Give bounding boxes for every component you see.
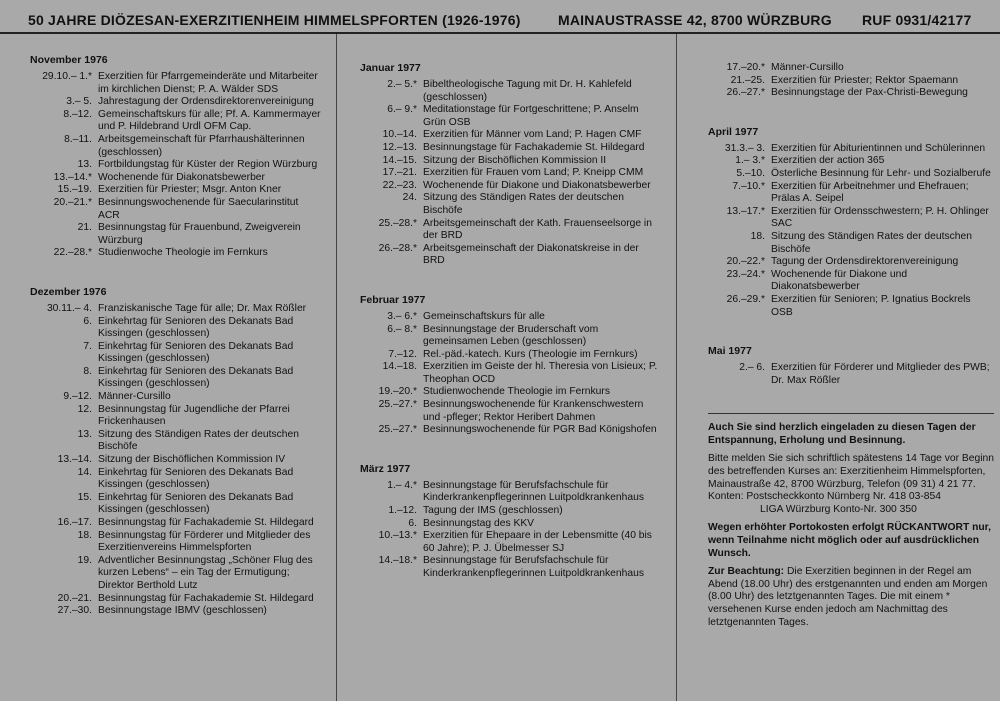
- entry-date: 6.: [83, 315, 92, 327]
- header-rule: [0, 32, 1000, 34]
- entry-text: Gemeinschaftskurs für alle: [423, 310, 545, 322]
- schedule-entry: [30, 517, 322, 530]
- entry-text: Meditationstage für Fortgeschrittene; P. Anselm Grün OSB: [423, 104, 639, 128]
- entry-date: 13.: [77, 428, 92, 440]
- entry-date: 25.–28.*: [378, 217, 417, 229]
- month-block: [30, 54, 322, 260]
- schedule-entry: [360, 243, 660, 268]
- schedule-entry: [30, 197, 322, 222]
- schedule-entry: [708, 181, 994, 206]
- beachtung-note: [708, 566, 994, 629]
- entry-text: Einkehrtag für Senioren des Dekanats Bad Kissingen (geschlossen): [98, 315, 294, 340]
- entry-date: 13.–14.: [57, 454, 92, 466]
- entry-text: Besinnungstage IBMV (geschlossen): [98, 605, 267, 617]
- konten-line: Konten: Postscheckkonto Nürnberg Nr. 418 03-854: [708, 491, 941, 503]
- schedule-entry: [360, 167, 660, 180]
- schedule-entry: [360, 518, 660, 531]
- schedule-entry: [30, 454, 322, 467]
- entry-date: 2.– 6.: [739, 362, 765, 374]
- month-heading: Dezember 1976: [30, 285, 107, 298]
- entry-date: 7.–10.*: [732, 180, 765, 192]
- entry-text: Besinnungstag für Förderer und Mitglieder des Exerzitienvereins Himmelspforten: [98, 529, 311, 554]
- entry-date: 10.–13.*: [378, 530, 417, 542]
- entry-date: 15.: [77, 491, 92, 503]
- entry-text: Exerzitien für Priester; Msgr. Anton Kner: [98, 184, 282, 196]
- entry-date: 24.: [402, 192, 417, 204]
- header-phone: RUF 0931/42177: [862, 12, 972, 28]
- schedule-entry: [708, 231, 994, 256]
- entry-text: Arbeitsgemeinschaft der Diakonatskreise in der BRD: [423, 242, 639, 267]
- entry-text: Einkehrtag für Senioren des Dekanats Bad Kissingen (geschlossen): [98, 340, 294, 365]
- entry-date: 16.–17.: [57, 517, 92, 528]
- entry-text: Sitzung des Ständigen Rates der deutschen Bischöfe: [423, 192, 624, 216]
- entry-date: 30.11.– 4.: [46, 302, 92, 314]
- schedule-entry: [30, 159, 322, 172]
- entry-text: Besinnungstag für Frauenbund, Zweigverein Würzburg: [98, 222, 301, 246]
- schedule-entry: [360, 324, 660, 349]
- schedule-entry: [30, 467, 322, 492]
- month-block: [708, 345, 994, 387]
- entry-text: Exerzitien für Senioren; P. Ignatius Bockrels OSB: [771, 293, 971, 318]
- entry-date: 17.–21.: [382, 167, 417, 179]
- entry-text: Exerzitien für Männer vom Land; P. Hagen CMF: [423, 129, 642, 141]
- entry-text: Einkehrtag für Senioren des Dekanats Bad Kissingen (geschlossen): [98, 365, 294, 390]
- schedule-entry: [360, 424, 660, 437]
- schedule-entry: [708, 168, 994, 181]
- month-block: [360, 62, 660, 268]
- schedule-column-3: [708, 62, 994, 635]
- schedule-entry: [708, 206, 994, 231]
- schedule-entry: [708, 87, 994, 100]
- entry-text: Exerzitien für Priester; Rektor Spaemann: [771, 74, 959, 86]
- month-heading: März 1977: [360, 462, 411, 475]
- schedule-entry: [360, 104, 660, 129]
- entry-date: 7.–12.: [388, 348, 417, 360]
- entry-text: Besinnungswochenende für Krankenschwestern und -pfleger; Rektor Heribert Dahmen: [423, 399, 644, 423]
- entry-text: Besinnungstage der Pax-Christi-Bewegung: [771, 87, 968, 99]
- entry-text: Männer-Cursillo: [98, 391, 171, 403]
- schedule-entry: [30, 366, 322, 391]
- month-heading: Februar 1977: [360, 293, 426, 306]
- schedule-entry: [360, 505, 660, 518]
- entry-date: 14.–18.: [382, 361, 417, 373]
- entry-text: Sitzung des Ständigen Rates der deutschen Bischöfe: [771, 230, 972, 255]
- entry-date: 22.–28.*: [53, 247, 92, 259]
- entry-date: 19.: [77, 554, 92, 566]
- schedule-entry: [360, 386, 660, 399]
- entry-date: 5.–10.: [736, 167, 765, 179]
- entry-date: 25.–27.*: [378, 424, 417, 436]
- schedule-entry: [360, 361, 660, 386]
- schedule-entry: [360, 142, 660, 155]
- schedule-entry: [708, 256, 994, 269]
- entry-date: 18.: [77, 529, 92, 541]
- entry-date: 23.–24.*: [726, 268, 765, 280]
- schedule-column-2: [360, 62, 660, 607]
- entry-text: Exerzitien der action 365: [771, 155, 885, 167]
- entry-date: 14.: [77, 466, 92, 478]
- entry-text: Tagung der Ordensdirektorenvereinigung: [771, 256, 959, 268]
- schedule-column-1: [30, 54, 322, 644]
- beachtung-label: Zur Beachtung:: [708, 566, 785, 578]
- schedule-entry: [30, 172, 322, 185]
- entry-text: Sitzung der Bischöflichen Kommission IV: [98, 454, 286, 466]
- entry-date: 15.–19.: [57, 184, 92, 196]
- entry-text: Besinnungstage der Bruderschaft vom gemeinsamen Leben (geschlossen): [423, 323, 599, 348]
- entry-date: 9.–12.: [63, 391, 92, 403]
- schedule-entry: [708, 75, 994, 88]
- entry-date: 8.: [83, 365, 92, 377]
- column-divider: [336, 34, 337, 701]
- notes-divider: [708, 413, 994, 414]
- entry-date: 8.–12.: [63, 108, 92, 120]
- entry-text: Exerzitien für Ordensschwestern; P. H. Ohlinger SAC: [771, 205, 989, 230]
- entry-date: 6.: [408, 517, 417, 529]
- entry-date: 13.–14.*: [53, 171, 92, 183]
- schedule-entry: [360, 79, 660, 104]
- schedule-entry: [30, 303, 322, 316]
- schedule-entry: [708, 155, 994, 168]
- entry-date: 22.–23.: [382, 179, 417, 191]
- month-block: [360, 294, 660, 437]
- entry-text: Exerzitien für Frauen vom Land; P. Kneipp CMM: [423, 167, 644, 179]
- entry-date: 27.–30.: [57, 605, 92, 617]
- entry-date: 29.10.– 1.*: [42, 71, 92, 82]
- entry-text: Besinnungstag für Jugendliche der Pfarrei Frickenhausen: [98, 403, 290, 428]
- entry-text: Besinnungstag für Fachakademie St. Hildegard: [98, 517, 314, 528]
- entry-date: 1.–12.: [388, 505, 417, 517]
- entry-date: 12.–13.: [382, 141, 417, 153]
- schedule-entry: [30, 71, 322, 96]
- entry-text: Männer-Cursillo: [771, 62, 844, 73]
- entry-text: Exerzitien für Förderer und Mitglieder des PWB; Dr. Max Rößler: [771, 362, 990, 386]
- schedule-entry: [708, 62, 994, 75]
- schedule-entry: [360, 399, 660, 424]
- entry-text: Wochenende für Diakone und Diakonatsbewerber: [423, 179, 651, 191]
- month-block: [708, 62, 994, 100]
- month-heading: April 1977: [708, 125, 759, 138]
- schedule-entry: [360, 129, 660, 142]
- entry-date: 25.–27.*: [378, 399, 417, 411]
- header-title: 50 JAHRE DIÖZESAN-EXERZITIENHEIM HIMMELSPFORTEN (1926-1976): [28, 12, 521, 28]
- entry-date: 6.– 8.*: [387, 323, 417, 335]
- entry-text: Einkehrtag für Senioren des Dekanats Bad Kissingen (geschlossen): [98, 491, 294, 516]
- entry-text: Besinnungstage für Berufsfachschule für Kinderkrankenpflegerinnen Luitpoldkrankenhaus: [423, 479, 644, 504]
- entry-text: Fortbildungstag für Küster der Region Würzburg: [98, 159, 318, 171]
- entry-text: Sitzung des Ständigen Rates der deutschen Bischöfe: [98, 428, 299, 453]
- schedule-entry: [30, 134, 322, 159]
- entry-date: 3.– 5.: [66, 96, 92, 108]
- schedule-entry: [30, 530, 322, 555]
- entry-date: 17.–20.*: [726, 62, 765, 73]
- schedule-entry: [30, 429, 322, 454]
- entry-text: Exerzitien für Arbeitnehmer und Ehefrauen; Prälas A. Seipel: [771, 180, 969, 205]
- entry-text: Österliche Besinnung für Lehr- und Sozialberufe: [771, 167, 991, 179]
- schedule-entry: [360, 555, 660, 580]
- schedule-entry: [708, 143, 994, 156]
- signup-text: Bitte melden Sie sich schriftlich spätestens 14 Tage vor Beginn des betreffenden Kurses an: Exerzitienheim Himmelspforten, Mainaustraße 42, 8700 Würzburg, Telefon (09 31) 4 21 77.: [708, 453, 994, 490]
- schedule-entry: [30, 492, 322, 517]
- schedule-entry: [708, 362, 994, 387]
- entry-text: Jahrestagung der Ordensdirektorenvereinigung: [98, 96, 314, 108]
- entry-text: Exerzitien im Geiste der hl. Theresia von Lisieux; P. Theophan OCD: [423, 361, 658, 385]
- schedule-entry: [30, 593, 322, 606]
- header-address: MAINAUSTRASSE 42, 8700 WÜRZBURG: [558, 12, 832, 28]
- entry-date: 3.– 6.*: [387, 310, 417, 322]
- entry-text: Exerzitien für Abiturientinnen und Schülerinnen: [771, 142, 986, 154]
- entry-text: Besinnungswochenende für Saecularinstitut ACR: [98, 196, 299, 221]
- schedule-entry: [30, 316, 322, 341]
- schedule-entry: [30, 404, 322, 429]
- entry-date: 26.–28.*: [378, 242, 417, 254]
- entry-text: Arbeitsgemeinschaft der Kath. Frauenseelsorge in der BRD: [423, 217, 652, 242]
- entry-date: 26.–29.*: [726, 293, 765, 305]
- entry-text: Einkehrtag für Senioren des Dekanats Bad Kissingen (geschlossen): [98, 466, 294, 491]
- entry-text: Studienwoche Theologie im Fernkurs: [98, 247, 268, 259]
- entry-date: 13.–17.*: [726, 205, 765, 217]
- entry-date: 20.–22.*: [726, 256, 765, 268]
- entry-date: 10.–14.: [382, 129, 417, 141]
- entry-text: Adventlicher Besinnungstag „Schöner Flug des kurzen Lebens“ – ein Tag der Ermutigung; Direktor Berthold Lutz: [98, 554, 313, 591]
- schedule-entry: [30, 341, 322, 366]
- schedule-entry: [708, 269, 994, 294]
- entry-text: Exerzitien für Ehepaare in der Lebensmitte (40 bis 60 Jahre); P. J. Übelmesser SJ: [423, 530, 652, 554]
- schedule-entry: [360, 155, 660, 168]
- schedule-entry: [360, 311, 660, 324]
- entry-date: 1.– 4.*: [387, 479, 417, 491]
- entry-date: 6.– 9.*: [387, 104, 417, 116]
- schedule-entry: [30, 555, 322, 593]
- schedule-entry: [360, 192, 660, 217]
- month-block: [30, 286, 322, 618]
- entry-date: 13.: [77, 159, 92, 171]
- entry-text: Besinnungstag für Fachakademie St. Hildegard: [98, 592, 314, 604]
- month-block: [708, 126, 994, 319]
- entry-text: Besinnungstag des KKV: [423, 517, 535, 529]
- entry-date: 18.: [750, 230, 765, 242]
- entry-text: Arbeitsgemeinschaft für Pfarrhaushälterinnen (geschlossen): [98, 133, 305, 158]
- info-notes: [708, 413, 994, 629]
- schedule-entry: [360, 349, 660, 362]
- schedule-entry: [360, 480, 660, 505]
- schedule-entry: [360, 218, 660, 243]
- entry-date: 2.– 5.*: [387, 79, 417, 90]
- entry-text: Bibeltheologische Tagung mit Dr. H. Kahlefeld (geschlossen): [423, 79, 632, 103]
- entry-date: 20.–21.: [57, 592, 92, 604]
- entry-text: Besinnungstage für Berufsfachschule für Kinderkrankenpflegerinnen Luitpoldkrankenhaus: [423, 555, 644, 579]
- entry-text: Besinnungstage für Fachakademie St. Hildegard: [423, 141, 645, 153]
- schedule-entry: [30, 391, 322, 404]
- entry-text: Besinnungswochenende für PGR Bad Königshofen: [423, 424, 657, 436]
- entry-date: 8.–11.: [64, 133, 92, 145]
- entry-date: 21.: [77, 222, 92, 234]
- schedule-entry: [30, 247, 322, 260]
- entry-text: Rel.-päd.-katech. Kurs (Theologie im Fernkurs): [423, 348, 638, 360]
- konten-line-2: LIGA Würzburg Konto-Nr. 300 350: [760, 503, 917, 515]
- schedule-entry: [30, 184, 322, 197]
- page-header: [0, 0, 1000, 34]
- entry-date: 26.–27.*: [726, 87, 765, 99]
- month-block: [360, 463, 660, 581]
- entry-text: Gemeinschaftskurs für alle; Pf. A. Kammermayer und P. Hildebrand Urdl OFM Cap.: [98, 108, 321, 133]
- entry-date: 7.: [83, 340, 92, 352]
- schedule-entry: [30, 96, 322, 109]
- entry-text: Wochenende für Diakone und Diakonatsbewerber: [771, 268, 908, 293]
- entry-text: Wochenende für Diakonatsbewerber: [98, 171, 265, 183]
- entry-date: 31.3.– 3.: [724, 142, 765, 154]
- entry-text: Franziskanische Tage für alle; Dr. Max Rößler: [98, 302, 307, 314]
- beachtung-text: Die Exerzitien beginnen in der Regel am Abend (18.00 Uhr) des erstgenannten und enden am Morgen (8.00 Uhr) des letztgenannten Tages. Die mit einem * versehenen Kurse enden jedoch am Nachmittag des letztgenannten Tages.: [708, 566, 988, 628]
- month-heading: November 1976: [30, 54, 108, 66]
- entry-date: 1.– 3.*: [735, 155, 765, 167]
- schedule-entry: [360, 180, 660, 193]
- entry-date: 20.–21.*: [53, 196, 92, 208]
- entry-date: 12.: [77, 403, 92, 415]
- entry-text: Tagung der IMS (geschlossen): [423, 505, 563, 517]
- schedule-entry: [30, 109, 322, 134]
- schedule-entry: [360, 530, 660, 555]
- month-heading: Januar 1977: [360, 62, 421, 74]
- entry-date: 19.–20.*: [378, 386, 417, 398]
- entry-date: 14.–18.*: [378, 555, 417, 567]
- porto-notice: Wegen erhöhter Portokosten erfolgt RÜCKANTWORT nur, wenn Teilnahme nicht möglich oder auf ausdrücklichen Wunsch.: [708, 522, 991, 559]
- invitation-text: Auch Sie sind herzlich eingeladen zu diesen Tagen der Entspannung, Erholung und Besinnung.: [708, 422, 976, 446]
- month-heading: Mai 1977: [708, 345, 752, 358]
- entry-date: 14.–15.: [382, 154, 417, 166]
- entry-text: Sitzung der Bischöflichen Kommission II: [423, 154, 607, 166]
- schedule-entry: [30, 605, 322, 618]
- entry-date: 21.–25.: [730, 74, 765, 86]
- column-divider: [676, 34, 677, 701]
- entry-text: Studienwochende Theologie im Fernkurs: [423, 386, 610, 398]
- entry-text: Exerzitien für Pfarrgemeinderäte und Mitarbeiter im kirchlichen Dienst; P. A. Wälder SDS: [98, 71, 318, 95]
- schedule-entry: [30, 222, 322, 247]
- schedule-entry: [708, 294, 994, 319]
